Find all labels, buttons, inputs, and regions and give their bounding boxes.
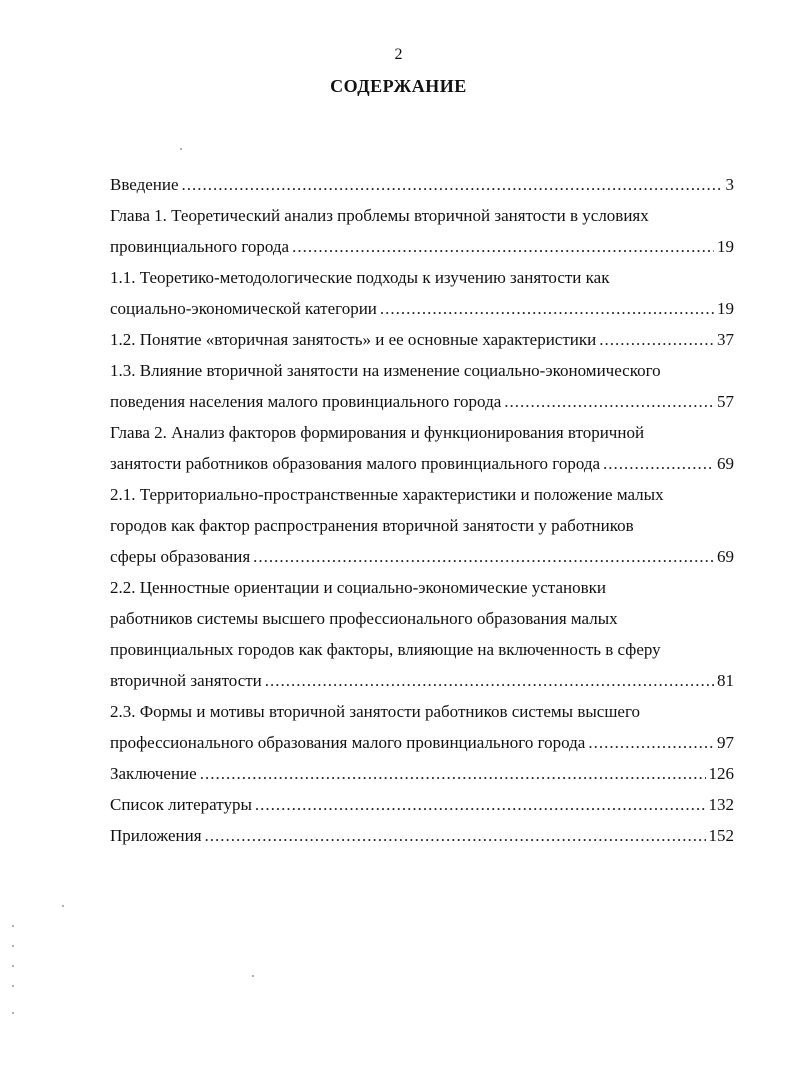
toc-entry-2-1-cont2[interactable]	[110, 541, 734, 572]
toc-page-number: 3	[725, 175, 734, 194]
toc-page-number: 57	[717, 392, 734, 411]
toc-entry-2-1-cont[interactable]	[110, 510, 634, 541]
toc-page-number: 126	[708, 764, 734, 783]
toc-entry-text: 1.3. Влияние вторичной занятости на изменение социально-экономического	[110, 361, 661, 380]
toc-entry-text: провинциального города	[110, 237, 290, 256]
toc-entry-text: социально-экономической категории	[110, 299, 377, 318]
toc-entry-1-1[interactable]	[110, 262, 609, 293]
dot-leader	[292, 231, 714, 262]
toc-entry-text: профессионального образования малого провинциального города	[110, 733, 586, 752]
toc-entry-chapter-2[interactable]	[110, 417, 644, 448]
toc-page-number: 19	[717, 237, 734, 256]
dot-leader	[265, 665, 714, 696]
toc-entry-bibliography[interactable]	[110, 789, 734, 820]
toc-page-number: 37	[717, 330, 734, 349]
toc-entry-1-2[interactable]	[110, 324, 734, 355]
toc-entry-text: 2.2. Ценностные ориентации и социально-экономические установки	[110, 578, 606, 597]
dot-leader	[182, 169, 723, 200]
toc-entry-chapter-1-cont[interactable]	[110, 231, 734, 262]
dot-leader	[599, 324, 714, 355]
toc-entry-text: Список литературы	[110, 795, 252, 814]
toc-entry-1-3-cont[interactable]	[110, 386, 734, 417]
toc-entry-text: поведения населения малого провинциального города	[110, 392, 502, 411]
toc-entry-introduction[interactable]	[110, 169, 734, 200]
toc-page-number: 97	[717, 733, 734, 752]
toc-page-number: 81	[717, 671, 734, 690]
toc-entry-text: занятости работников образования малого провинциального города	[110, 454, 601, 473]
dot-leader	[255, 789, 706, 820]
dot-leader	[205, 820, 706, 851]
toc-entry-text: 2.3. Формы и мотивы вторичной занятости работников системы высшего	[110, 702, 641, 721]
scan-speck	[252, 975, 254, 977]
toc-entry-2-1[interactable]	[110, 479, 664, 510]
scan-speck	[12, 965, 14, 967]
scan-speck	[12, 1012, 14, 1014]
dot-leader	[504, 386, 714, 417]
toc-entry-text: 1.2. Понятие «вторичная занятость» и ее основные характеристики	[110, 330, 597, 349]
dot-leader	[380, 293, 714, 324]
toc-entry-text: провинциальных городов как факторы, влияющие на включенность в сферу	[110, 640, 661, 659]
toc-entry-chapter-1[interactable]	[110, 200, 649, 231]
scan-speck	[12, 985, 14, 987]
toc-page-number: 69	[717, 547, 734, 566]
scan-speck	[62, 905, 64, 907]
dot-leader	[588, 727, 714, 758]
toc-entry-text: Глава 2. Анализ факторов формирования и функционирования вторичной	[110, 423, 645, 442]
toc-entry-2-2-cont[interactable]	[110, 603, 618, 634]
page-title: СОДЕРЖАНИЕ	[330, 76, 467, 96]
toc-page-number: 19	[717, 299, 734, 318]
toc-entry-2-2[interactable]	[110, 572, 606, 603]
toc-entry-chapter-2-cont[interactable]	[110, 448, 734, 479]
toc-entry-text: сферы образования	[110, 547, 251, 566]
toc-entry-text: 2.1. Территориально-пространственные характеристики и положение малых	[110, 485, 664, 504]
toc-entry-2-2-cont3[interactable]	[110, 665, 734, 696]
toc-entry-text: Введение	[110, 175, 179, 194]
toc-entry-2-2-cont2[interactable]	[110, 634, 661, 665]
toc-entry-text: Заключение	[110, 764, 197, 783]
toc-entry-conclusion[interactable]	[110, 758, 734, 789]
scan-speck	[12, 945, 14, 947]
toc-page-number: 132	[708, 795, 734, 814]
scan-speck	[180, 148, 182, 150]
scan-speck	[12, 925, 14, 927]
toc-entry-2-3[interactable]	[110, 696, 640, 727]
toc-entry-2-3-cont[interactable]	[110, 727, 734, 758]
toc-entry-1-1-cont[interactable]	[110, 293, 734, 324]
dot-leader	[603, 448, 714, 479]
dot-leader	[253, 541, 714, 572]
toc-entry-text: Приложения	[110, 826, 202, 845]
toc-entry-1-3[interactable]	[110, 355, 661, 386]
page-number: 2	[394, 46, 403, 63]
toc-entry-appendices[interactable]	[110, 820, 734, 851]
toc-entry-text: Глава 1. Теоретический анализ проблемы вторичной занятости в условиях	[110, 206, 649, 225]
toc-entry-text: работников системы высшего профессионального образования малых	[110, 609, 618, 628]
dot-leader	[200, 758, 706, 789]
toc-page-number: 69	[717, 454, 734, 473]
toc-page-number: 152	[708, 826, 734, 845]
toc-entry-text: городов как фактор распространения вторичной занятости у работников	[110, 516, 634, 535]
toc-entry-text: 1.1. Теоретико-методологические подходы к изучению занятости как	[110, 268, 610, 287]
toc-entry-text: вторичной занятости	[110, 671, 262, 690]
